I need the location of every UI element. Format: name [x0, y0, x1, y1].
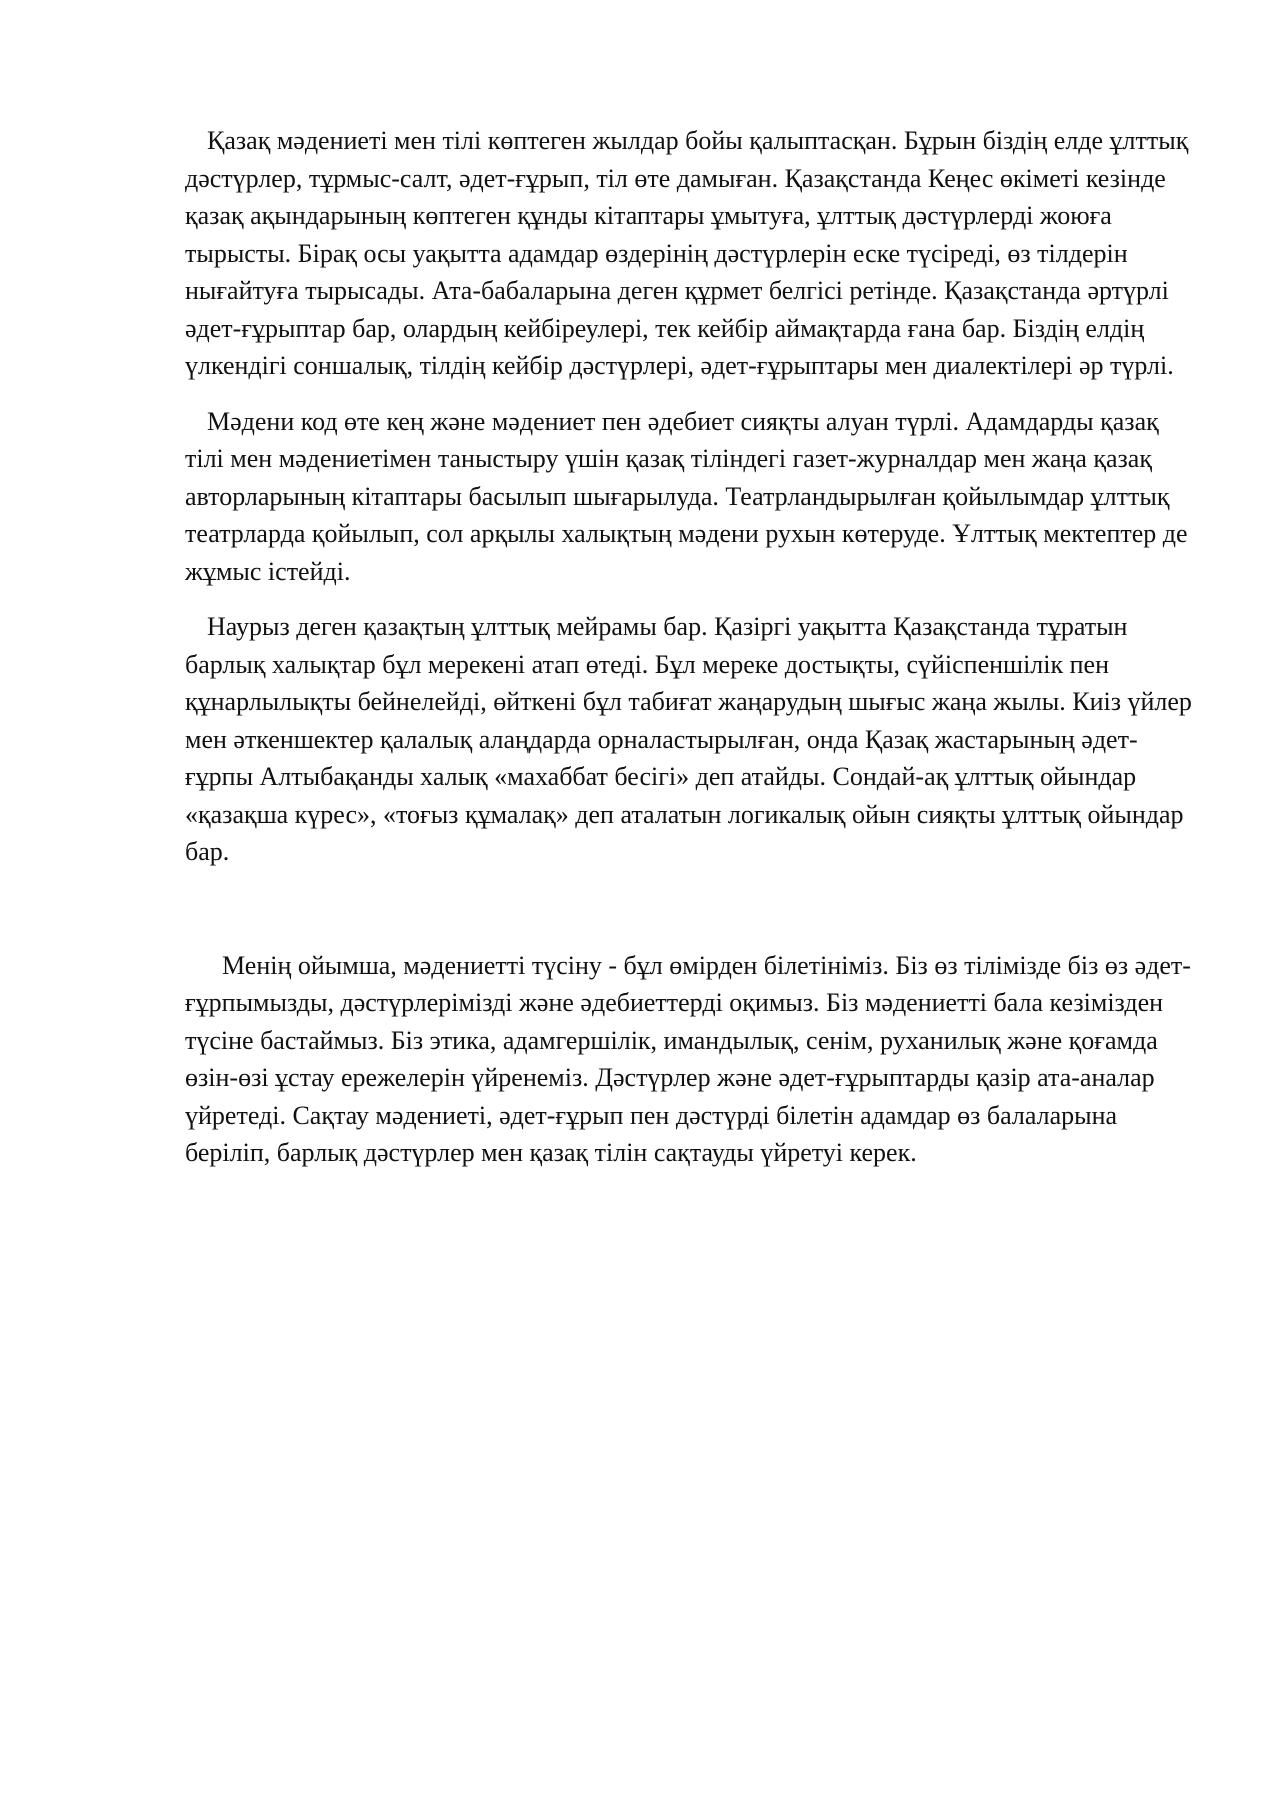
- paragraph-kazakh-culture-language: Қазақ мәдениеті мен тілі көптеген жылдар бойы қалыптасқан. Бұрын біздің елде ұлттық дәстүрлер, тұрмыс-салт, әдет-ғұрып, тіл өте дамыған. Қазақстанда Кеңес өкіметі кезінде қазақ ақындарының көптеген құнды кітаптары ұмытуға, ұлттық дәстүрлерді жоюға тырысты. Бірақ осы уақытта адамдар өздерінің дәстүрлерін еске түсіреді, өз тілдерін нығайтуға тырысады. Ата-бабаларына деген құрмет белгісі ретінде. Қазақстанда әртүрлі әдет-ғұрыптар бар, олардың кейбіреулері, тек кейбір аймақтарда ғана бар. Біздің елдің үлкендігі соншалық, тілдің кейбір дәстүрлері, әдет-ғұрыптары мен диалектілері әр түрлі.: [185, 126, 1189, 380]
- paragraph-cultural-code: Мәдени код өте кең және мәдениет пен әдебиет сияқты алуан түрлі. Адамдарды қазақ тілі мен мәдениетімен таныстыру үшін қазақ тіліндегі газет-журналдар мен жаңа қазақ авторларының кітаптары басылып шығарылуда. Театрландырылған қойылымдар ұлттық театрларда қойылып, сол арқылы халықтың мәдени рухын көтеруде. Ұлттық мектептер де жұмыс істейді.: [185, 406, 1188, 586]
- paragraph-nauryz: Наурыз деген қазақтың ұлттық мейрамы бар. Қазіргі уақытта Қазақстанда тұратын барлық халықтар бұл мерекені атап өтеді. Бұл мереке достықты, сүйіспеншілік пен құнарлылықты бейнелейді, өйткені бұл табиғат жаңарудың шығыс жаңа жылы. Киіз үйлер мен әткеншектер қалалық алаңдарда орналастырылған, онда Қазақ жастарының әдет-ғұрпы Алтыбақанды халық «махаббат бесігі» деп атайды. Сондай-ақ ұлттық ойындар «қазақша күрес», «тоғыз құмалақ» деп аталатын логикалық ойын сияқты ұлттық ойындар бар.: [185, 612, 1192, 866]
- paragraph-conclusion: Менің ойымша, мәдениетті түсіну - бұл өмірден білетініміз. Біз өз тілімізде біз өз әдет-ғұрпымызды, дәстүрлерімізді және әдебиеттерді оқимыз. Біз мәдениетті бала кезімізден түсіне бастаймыз. Біз этика, адамгершілік, имандылық, сенім, руханилық және қоғамда өзін-өзі ұстау ережелерін үйренеміз. Дәстүрлер және әдет-ғұрыптарды қазір ата-аналар үйретеді. Сақтау мәдениеті, әдет-ғұрып пен дәстүрді білетін адамдар өз балаларына беріліп, барлық дәстүрлер мен қазақ тілін сақтауды үйретуі керек.: [185, 950, 1191, 1167]
- document-body: [185, 122, 1195, 1172]
